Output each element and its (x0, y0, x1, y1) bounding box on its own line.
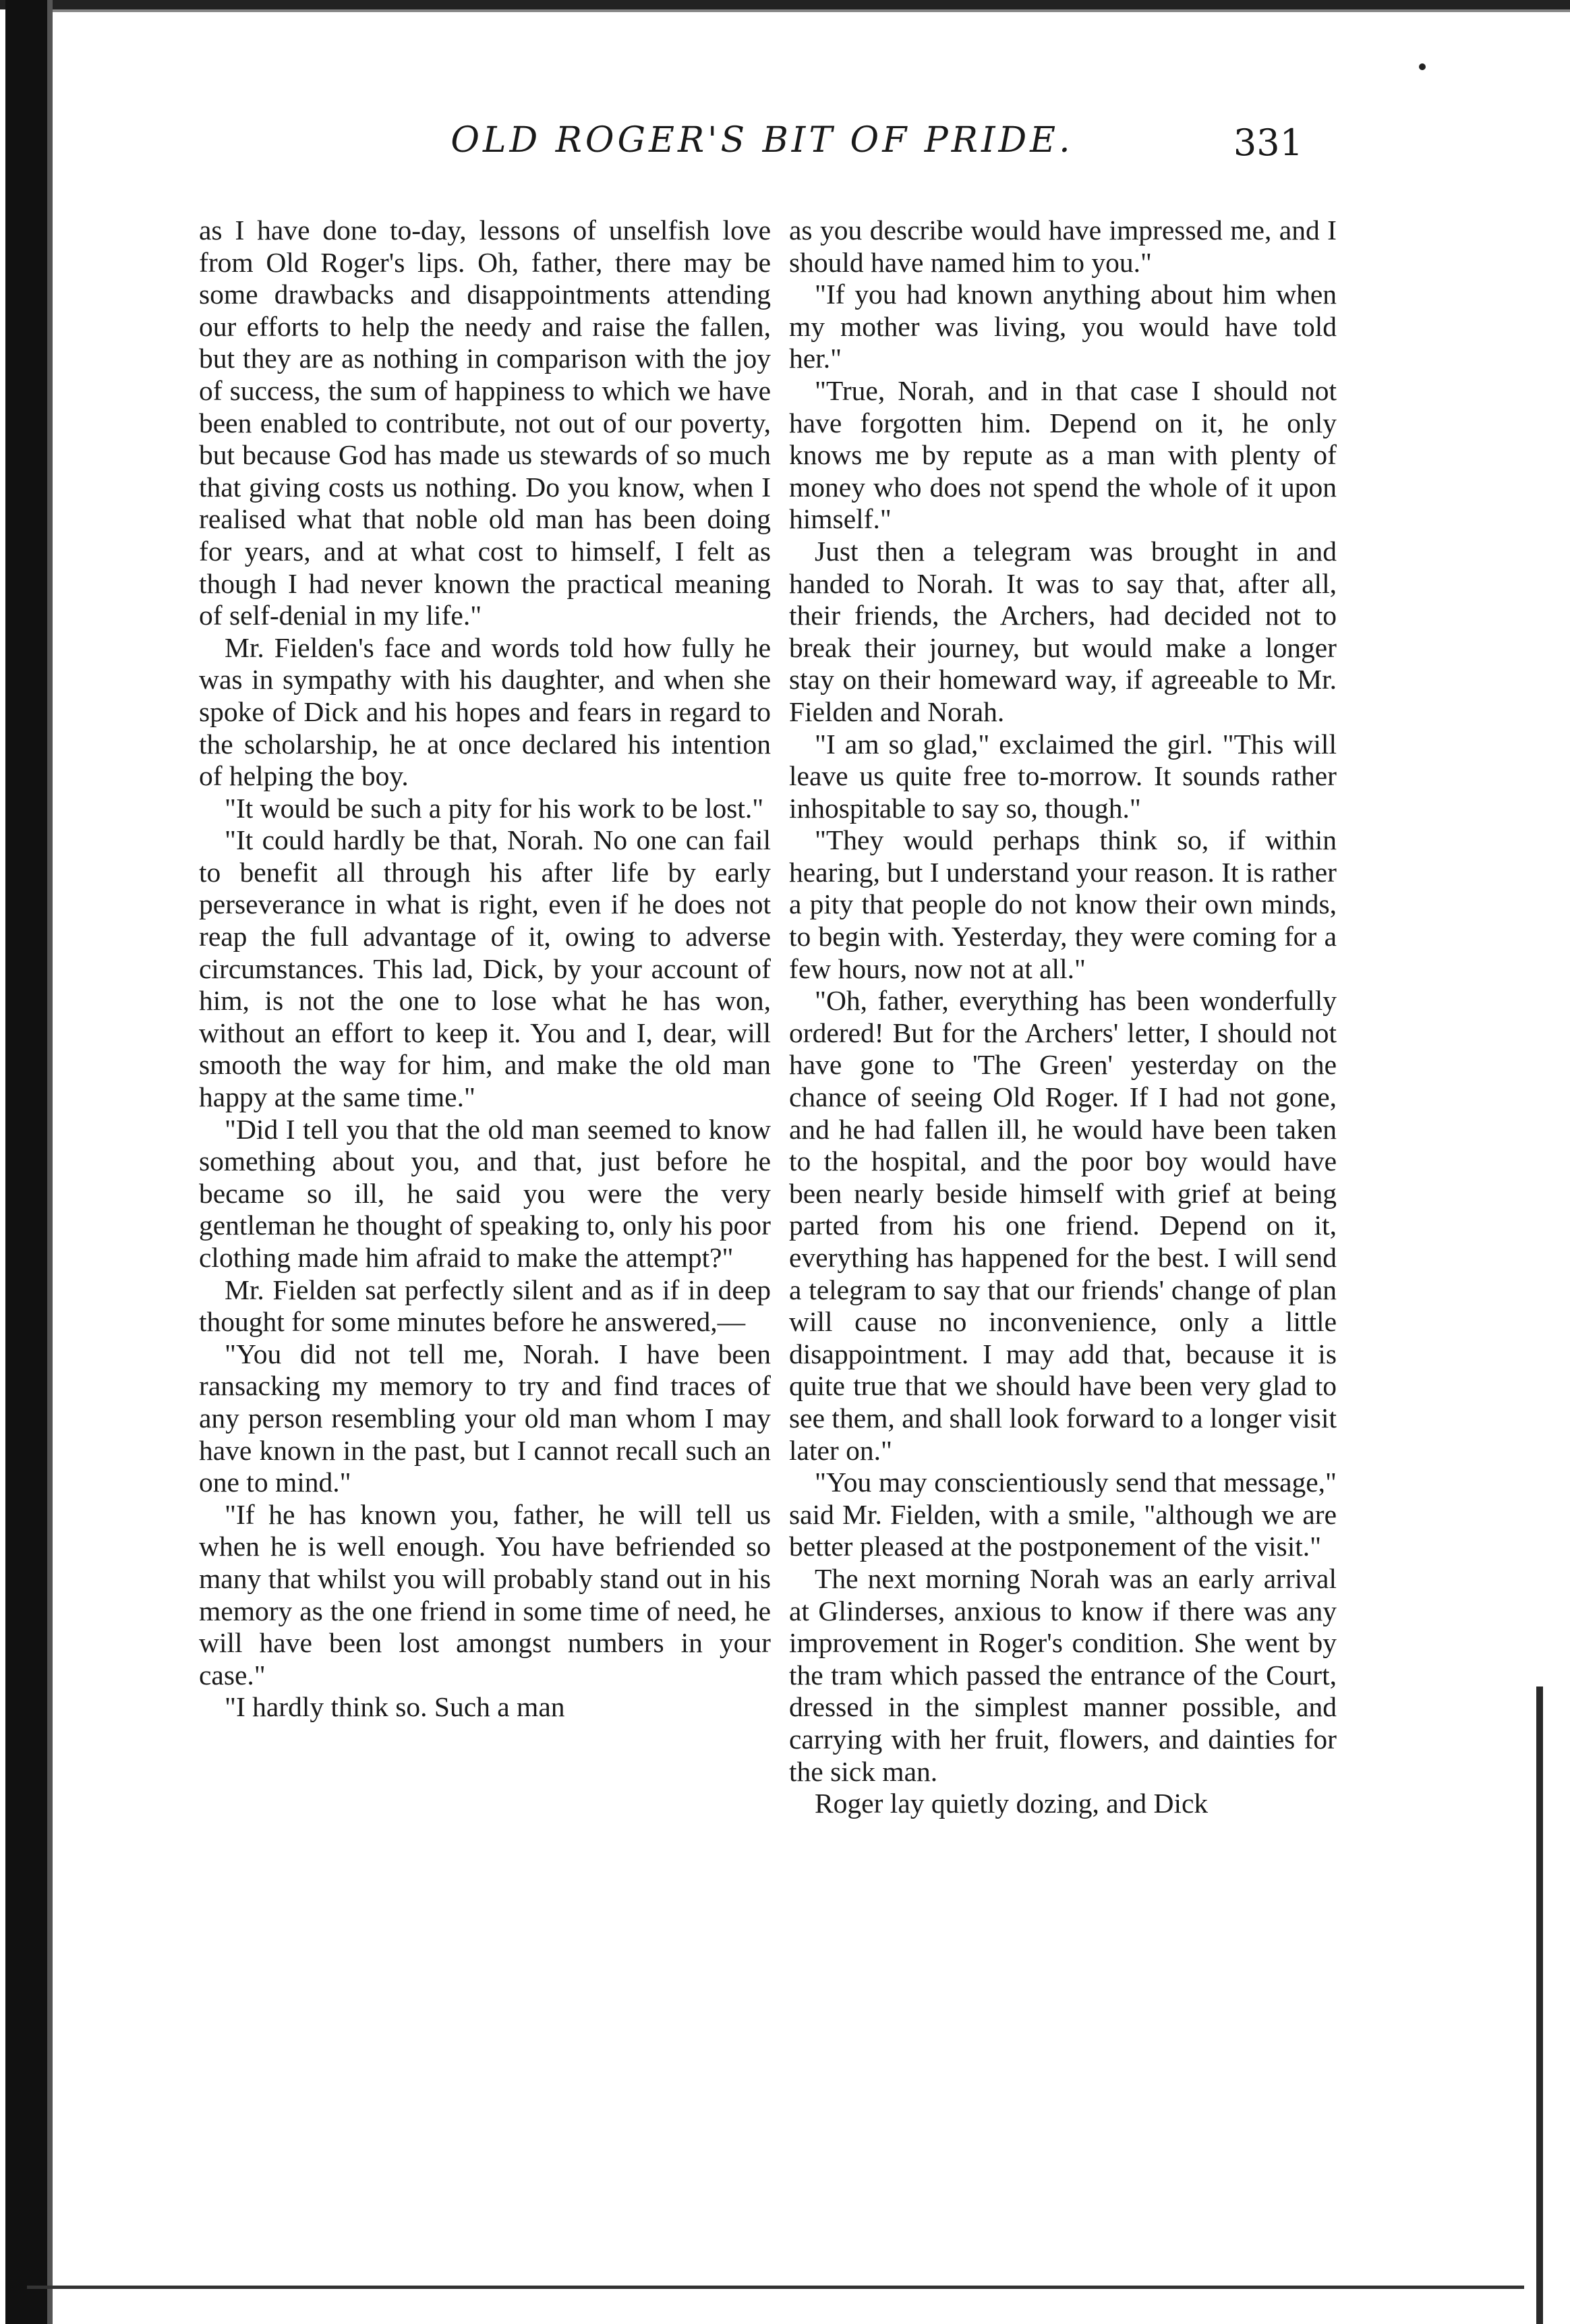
paragraph: "Oh, father, everything has been wonderfully ordered! But for the Archers' letter, I should not have gone to 'The Green' yesterday on the chance of seeing Old Roger. If I had not gone, and he had fallen ill, he would have been taken to the hospital, and the poor boy would have been nearly beside himself with grief at being parted from his one friend. Depend on it, everything has happened for the best. I will send a telegram to say that our friends' change of plan will cause no inconvenience, only a little disappointment. I may add that, because it is quite true that we should have been very glad to see them, and shall look forward to a longer visit later on." (789, 985, 1337, 1466)
paragraph: Mr. Fielden's face and words told how fully he was in sympathy with his daughter, and when she spoke of Dick and his hopes and fears in regard to the scholarship, he at once declared his intention of helping the boy. (199, 631, 771, 792)
page-binding-edge (5, 0, 47, 2324)
page-right-edge (1536, 1687, 1543, 2324)
paragraph: "It could hardly be that, Norah. No one can fail to benefit all through his after life by early perseverance in what is right, even if he does not reap the full advantage of it, owing to adverse circumstances. This lad, Dick, by your account of him, is not the one to lose what he has won, without an effort to keep it. You and I, dear, will smooth the way for him, and make the old man happy at the same time." (199, 824, 771, 1113)
paragraph: "Did I tell you that the old man seemed to know something about you, and that, just before he became so ill, he said you were the very gentleman he thought of speaking to, only his poor clothing made him afraid to make the attempt?" (199, 1113, 771, 1273)
paragraph: "It would be such a pity for his work to be lost." (225, 792, 764, 824)
page-top-edge (0, 0, 1570, 9)
left-column (199, 215, 771, 1724)
paragraph: "You did not tell me, Norah. I have been ransacking my memory to try and find traces of any person resembling your old man whom I may have known in the past, but I cannot recall such an one to mind." (199, 1338, 771, 1498)
running-title: OLD ROGER'S BIT OF PRIDE. (450, 120, 1074, 161)
page-number: 331 (1233, 121, 1303, 164)
paragraph: "I am so glad," exclaimed the girl. "This will leave us quite free to-morrow. It sounds rather inhospitable to say so, though." (789, 728, 1337, 824)
right-column (789, 215, 1337, 1820)
scan-speck (1419, 63, 1426, 70)
paragraph: as I have done to-day, lessons of unselfish love from Old Roger's lips. Oh, father, there may be some drawbacks and disappointments attending our efforts to help the needy and raise the fallen, but they are as nothing in comparison with the joy of success, the sum of happiness to which we have been enabled to contribute, not out of our poverty, but because God has made us stewards of so much that giving costs us nothing. Do you know, when I realised what that noble old man has been doing for years, and at what cost to himself, I felt as though I had never known the practical meaning of self-denial in my life." (199, 215, 771, 631)
page-bottom-edge (27, 2286, 1524, 2289)
paragraph: Roger lay quietly dozing, and Dick (815, 1788, 1209, 1819)
page-top-edge-shadow (40, 9, 1570, 12)
page-binding-shadow (47, 0, 53, 2324)
paragraph: "You may conscientiously send that message," said Mr. Fielden, with a smile, "although we are better pleased at the postponement of the visit." (789, 1467, 1337, 1562)
paragraph: "If you had known anything about him when my mother was living, you would have told her." (789, 279, 1337, 374)
paragraph: as you describe would have impressed me, and I should have named him to you." (789, 215, 1337, 278)
paragraph: Mr. Fielden sat perfectly silent and as if in deep thought for some minutes before he answered,— (199, 1274, 771, 1338)
paragraph: "They would perhaps think so, if within hearing, but I understand your reason. It is rather a pity that people do not know their own minds, to begin with. Yesterday, they were coming for a few hours, now not at all." (789, 824, 1337, 984)
paragraph: The next morning Norah was an early arrival at Glinderses, anxious to know if there was any improvement in Roger's condition. She went by the tram which passed the entrance of the Court, dressed in the simplest manner possible, and carrying with her fruit, flowers, and dainties for the sick man. (789, 1562, 1337, 1787)
paragraph: "I hardly think so. Such a man (225, 1691, 565, 1723)
paragraph: Just then a telegram was brought in and handed to Norah. It was to say that, after all, their friends, the Archers, had decided not to break their journey, but would make a longer stay on their homeward way, if agreeable to Mr. Fielden and Norah. (789, 535, 1337, 727)
paragraph: "If he has known you, father, he will tell us when he is well enough. You have befriended so many that whilst you will probably stand out in his memory as the one friend in some time of need, he will have been lost amongst numbers in your case." (199, 1498, 771, 1691)
paragraph: "True, Norah, and in that case I should not have forgotten him. Depend on it, he only knows me by repute as a man with plenty of money who does not spend the whole of it upon himself." (789, 374, 1337, 535)
